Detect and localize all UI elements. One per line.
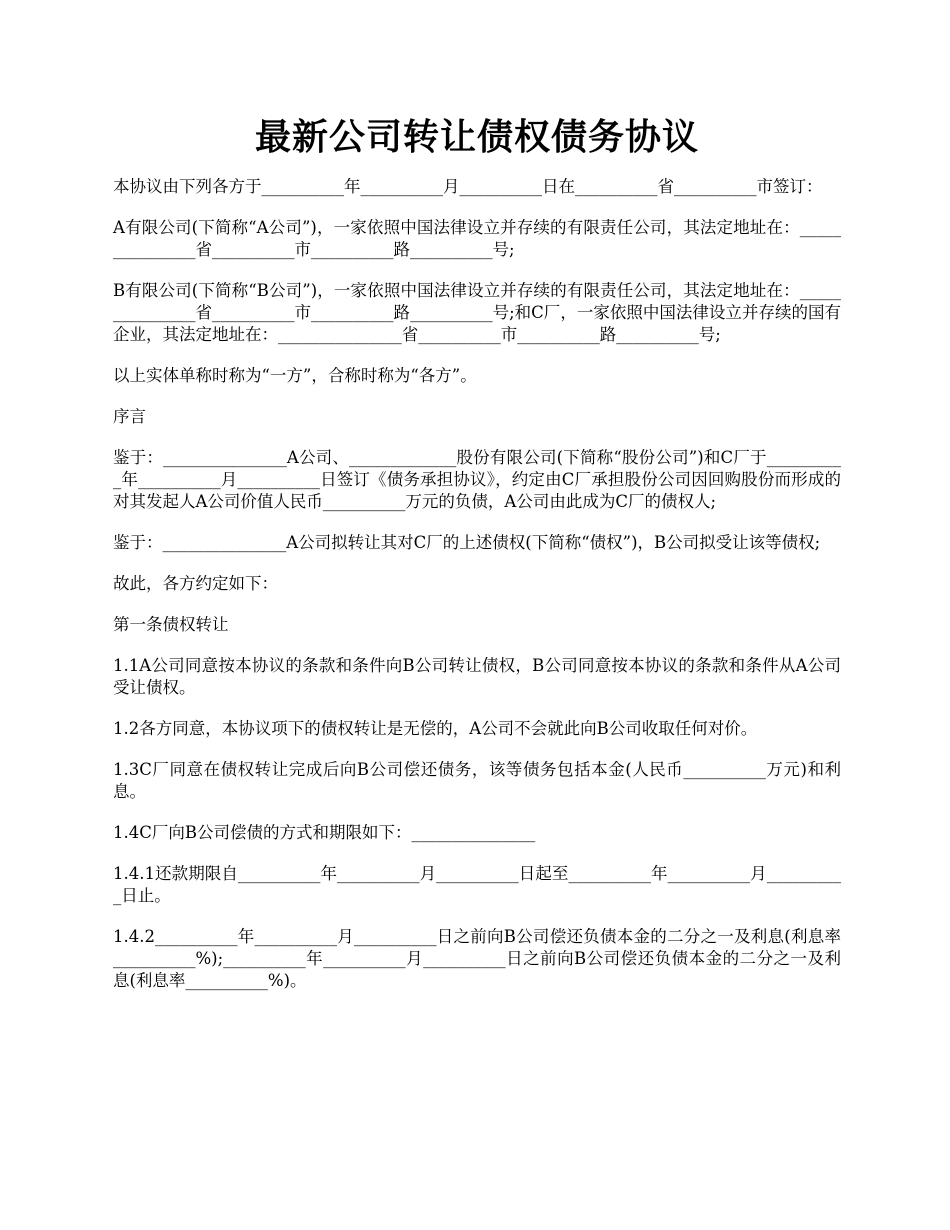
clause-1-1: 1.1A公司同意按本协议的条款和条件向B公司转让债权，B公司同意按本协议的条款和条件从A公司受让债权。 (113, 656, 841, 697)
clause-1-4: 1.4C厂向B公司偿债的方式和期限如下：_______________ (113, 823, 536, 842)
section-heading-article-1: 第一条债权转让 (113, 615, 229, 634)
paragraph-whereas-2: 鉴于：_______________A公司拟转让其对C厂的上述债权(下简称“债权”)，B公司拟受让该等债权; (113, 533, 821, 552)
document-title: 最新公司转让债权债务协议 (254, 116, 699, 158)
paragraph-party-a: A有限公司(下简称“A公司”)，一家依照中国法律设立并存续的有限责任公司，其法定地址在：_______________省__________市__________路__________号; (113, 218, 841, 259)
paragraph-whereas-1: 鉴于：_______________A公司、_____________股份有限公司(下简称“股份公司”)和C厂于__________年__________月__________日签订《债务承担协议》，约定由C厂承担股份公司因回购股份而形成的对其发起人A公司价值人民币__________万元的负债，A公司由此成为C厂的债权人; (113, 448, 841, 511)
paragraph-party-b-c: B有限公司(下简称“B公司”)，一家依照中国法律设立并存续的有限责任公司，其法定地址在：_______________省__________市__________路__________号;和C厂，一家依照中国法律设立并存续的国有企业，其法定地址在：_______________省__________市__________路__________号; (113, 281, 841, 344)
paragraph-definitions: 以上实体单称时称为“一方”，合称时称为“各方”。 (113, 366, 477, 385)
paragraph-agreement-intro: 故此，各方约定如下： (113, 574, 278, 593)
clause-1-3: 1.3C厂同意在债权转让完成后向B公司偿还债务，该等债务包括本金(人民币__________万元)和利息。 (113, 760, 841, 801)
section-heading-preamble: 序言 (113, 407, 146, 426)
clause-1-4-2: 1.4.2__________年__________月__________日之前向B公司偿还负债本金的二分之一及利息(利息率__________%);__________年__________月__________日之前向B公司偿还负债本金的二分之一及利息(利息率__________%)。 (113, 927, 841, 990)
clause-1-2: 1.2各方同意，本协议项下的债权转让是无偿的，A公司不会就此向B公司收取任何对价。 (113, 719, 758, 738)
document-page (113, 108, 841, 1011)
paragraph-signing: 本协议由下列各方于__________年__________月__________日在__________省__________市签订： (113, 177, 823, 196)
clause-1-4-1: 1.4.1还款期限自__________年__________月__________日起至__________年__________月__________日止。 (113, 864, 841, 905)
